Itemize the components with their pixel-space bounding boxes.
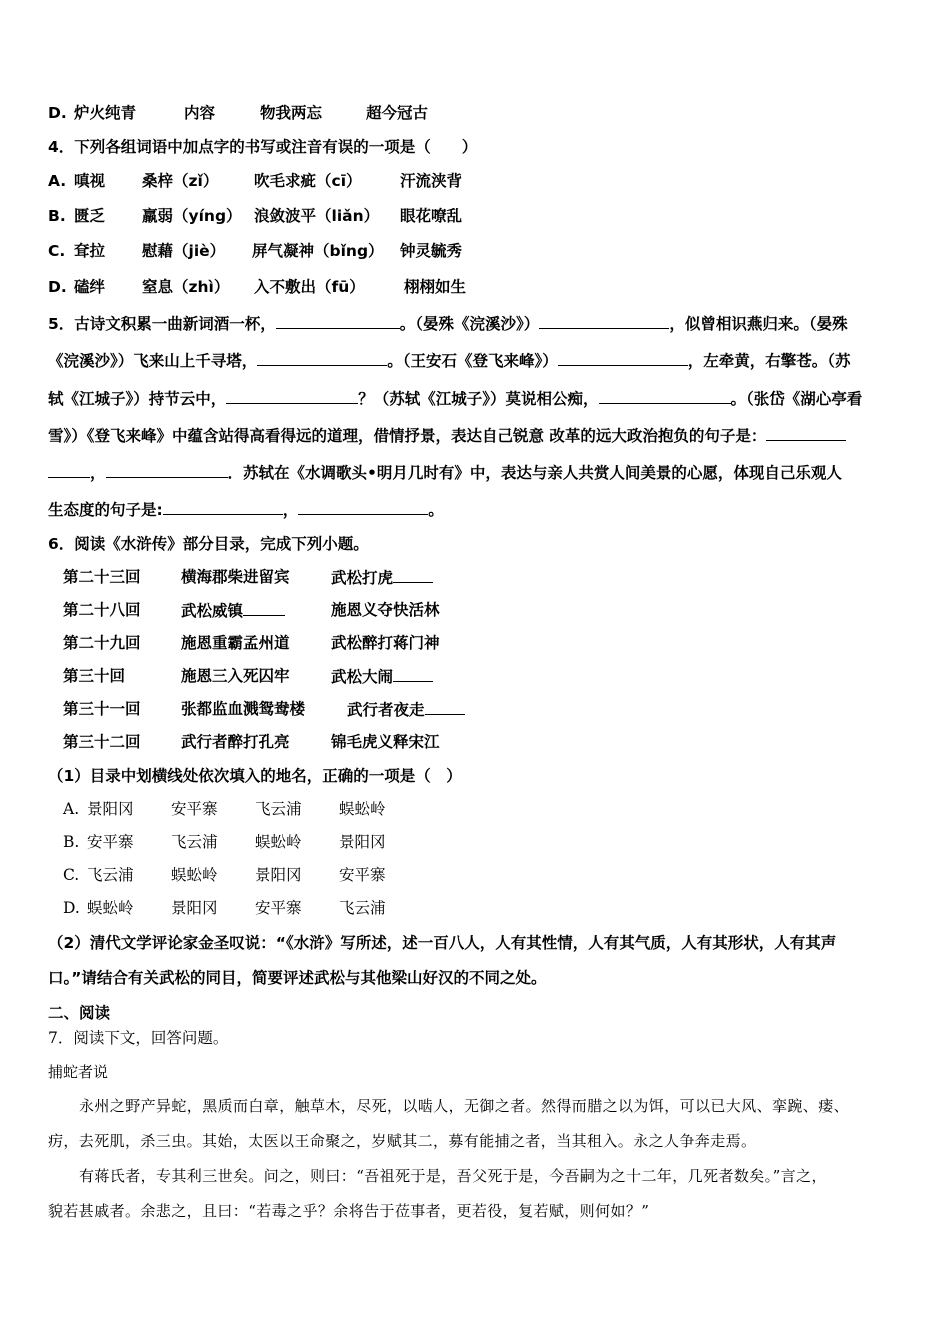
q5-text: 5．古诗文积累一曲新词酒一杯， bbox=[48, 315, 276, 333]
toc-title-b: 武松大闹 bbox=[331, 666, 433, 687]
option-item: 飞云浦 bbox=[339, 899, 386, 917]
toc-number: 第三十二回 bbox=[63, 733, 141, 751]
toc-title-b: 武行者夜走 bbox=[347, 699, 465, 720]
option-item: 磕绊 bbox=[74, 278, 106, 296]
option-item: 炉火纯青 bbox=[74, 104, 137, 122]
option-item: 嗔视 bbox=[74, 172, 106, 190]
passage-title: 捕蛇者说 bbox=[48, 1063, 109, 1081]
option-item: 景阳冈 bbox=[339, 833, 386, 851]
answer-blank[interactable] bbox=[393, 567, 433, 583]
option-item: 窒息（zhì） bbox=[142, 278, 230, 296]
option-item: 钟灵毓秀 bbox=[400, 242, 463, 260]
q6-sub2-line-2: 口。”请结合有关武松的同目，简要评述武松与其他梁山好汉的不同之处。 bbox=[48, 969, 547, 987]
toc-title-a: 张都监血溅鸳鸯楼 bbox=[181, 700, 306, 718]
toc-title-b: 施恩义夺快活林 bbox=[331, 601, 440, 619]
answer-blank[interactable] bbox=[243, 600, 285, 616]
option-item: 蜈蚣岭 bbox=[255, 833, 302, 851]
q5-text: ， bbox=[90, 464, 106, 482]
toc-number: 第三十一回 bbox=[63, 700, 141, 718]
option-letter: A. bbox=[48, 172, 67, 190]
option-item: 物我两忘 bbox=[260, 104, 323, 122]
q5-text: 雪》）《登飞来峰》中蕴含站得高看得远的道理，借情抒景，表达自己锐意 改革的远大政治抱负的句子是： bbox=[48, 427, 767, 445]
option-item: 羸弱（yíng） bbox=[142, 207, 242, 225]
toc-number: 第三十回 bbox=[63, 667, 126, 685]
option-item: 蜈蚣岭 bbox=[339, 800, 386, 818]
option-letter: A. bbox=[63, 800, 80, 818]
toc-title-a: 施恩三入死囚牢 bbox=[181, 667, 290, 685]
answer-blank[interactable] bbox=[257, 350, 387, 366]
option-item: 飞云浦 bbox=[87, 866, 134, 884]
toc-title-a: 横海郡柴进留宾 bbox=[181, 568, 290, 586]
option-letter: D. bbox=[63, 899, 80, 917]
q5-text: 轼《江城子》）持节云中， bbox=[48, 390, 227, 408]
option-item: 眼花嘹乱 bbox=[400, 207, 463, 225]
option-item: 安平寨 bbox=[171, 800, 218, 818]
option-item: 安平寨 bbox=[87, 833, 134, 851]
answer-blank[interactable] bbox=[106, 462, 228, 478]
passage-p2-line-2: 貌若甚戚者。余悲之，且曰：“若毒之乎？余将告于莅事者，更若役，复若赋，则何如？” bbox=[48, 1202, 650, 1220]
option-item: 慰藉（jiè） bbox=[142, 242, 226, 260]
q5-line-1 bbox=[48, 313, 848, 334]
option-item: 安平寨 bbox=[339, 866, 386, 884]
option-item: 桑梓（zǐ） bbox=[142, 172, 219, 190]
q6-sub1-stem: （1）目录中划横线处依次填入的地名，正确的一项是（ ） bbox=[48, 767, 462, 785]
section-heading: 二、阅读 bbox=[48, 1004, 111, 1022]
option-item: 吹毛求疵（cī） bbox=[254, 172, 362, 190]
answer-blank[interactable] bbox=[539, 313, 669, 329]
option-item: 超今冠古 bbox=[366, 104, 429, 122]
answer-blank[interactable] bbox=[48, 462, 90, 478]
q7-stem: 7．阅读下文，回答问题。 bbox=[48, 1029, 229, 1047]
option-item: 耷拉 bbox=[74, 242, 106, 260]
option-item: 匮乏 bbox=[74, 207, 106, 225]
option-item: 屏气凝神（bǐng） bbox=[252, 242, 384, 260]
option-item: 景阳冈 bbox=[171, 899, 218, 917]
option-item: 飞云浦 bbox=[255, 800, 302, 818]
toc-number: 第二十三回 bbox=[63, 568, 141, 586]
toc-title-a: 武松威镇 bbox=[181, 600, 285, 621]
toc-title-b: 锦毛虎义释宋江 bbox=[331, 733, 440, 751]
answer-blank[interactable] bbox=[558, 350, 688, 366]
q5-line-5 bbox=[48, 462, 842, 483]
q5-text: 《浣溪沙》）飞来山上千寻塔， bbox=[48, 352, 258, 370]
q5-text: 生态度的句子是: bbox=[48, 501, 163, 519]
answer-blank[interactable] bbox=[393, 666, 433, 682]
passage-p1-line-2: 疠，去死肌，杀三虫。其始，太医以王命聚之，岁赋其二，募有能捕之者，当其租入。永之人争奔走焉。 bbox=[48, 1132, 757, 1150]
answer-blank[interactable] bbox=[298, 499, 428, 515]
toc-title-b: 武松醉打蒋门神 bbox=[331, 634, 440, 652]
option-item: 蜈蚣岭 bbox=[171, 866, 218, 884]
q5-line-6 bbox=[48, 499, 444, 520]
option-item: 蜈蚣岭 bbox=[87, 899, 134, 917]
option-letter: B. bbox=[48, 207, 66, 225]
option-item: 内容 bbox=[184, 104, 216, 122]
q5-line-4 bbox=[48, 425, 846, 446]
answer-blank[interactable] bbox=[599, 388, 731, 404]
q5-text: ，左牵黄，右擎苍。（苏 bbox=[687, 352, 851, 370]
passage-p1-line-1: 永州之野产异蛇，黑质而白章，触草木，尽死，以啮人，无御之者。然得而腊之以为饵，可以已大风、挛踠、瘘、 bbox=[79, 1097, 850, 1115]
toc-title-b: 武松打虎 bbox=[331, 567, 433, 588]
option-item: 汗流浃背 bbox=[400, 172, 463, 190]
option-item: 浪敛波平（liǎn） bbox=[254, 207, 380, 225]
q5-text: ， bbox=[282, 501, 299, 519]
answer-blank[interactable] bbox=[226, 388, 358, 404]
option-item: 安平寨 bbox=[255, 899, 302, 917]
option-letter: D. bbox=[48, 278, 67, 296]
answer-blank[interactable] bbox=[425, 699, 465, 715]
passage-p2-line-1: 有蒋氏者，专其利三世矣。问之，则曰：“吾祖死于是，吾父死于是，今吾嗣为之十二年，几死者数矣。”言之， bbox=[79, 1167, 827, 1185]
answer-blank[interactable] bbox=[276, 313, 400, 329]
answer-blank[interactable] bbox=[766, 425, 846, 441]
toc-number: 第二十八回 bbox=[63, 601, 141, 619]
option-letter: C. bbox=[63, 866, 80, 884]
option-item: 景阳冈 bbox=[255, 866, 302, 884]
q5-line-2 bbox=[48, 350, 851, 371]
q5-text: 。（晏殊《浣溪沙》） bbox=[399, 315, 540, 333]
toc-number: 第二十九回 bbox=[63, 634, 141, 652]
option-item: 栩栩如生 bbox=[404, 278, 467, 296]
q5-text: 。 bbox=[428, 501, 444, 519]
q5-text: ．苏轼在《水调歌头•明月几时有》中，表达与亲人共赏人间美景的心愿，体现自己乐观人 bbox=[227, 464, 842, 482]
q6-sub2-line-1: （2）清代文学评论家金圣叹说：“《水浒》写所述，述一百八人，人有其性情，人有其气质，人有其形状，人有其声 bbox=[48, 934, 837, 952]
q5-text: 。（张岱《湖心亭看 bbox=[730, 390, 863, 408]
q4-stem: 4．下列各组词语中加点字的书写或注音有误的一项是（ ） bbox=[48, 138, 478, 156]
option-item: 飞云浦 bbox=[171, 833, 218, 851]
toc-title-a: 施恩重霸孟州道 bbox=[181, 634, 290, 652]
q5-text: ？（苏轼《江城子》）莫说相公痴， bbox=[358, 390, 599, 408]
q5-text: 。（王安石《登飞来峰》） bbox=[387, 352, 558, 370]
q6-stem: 6．阅读《水浒传》部分目录，完成下列小题。 bbox=[48, 535, 369, 553]
option-item: 景阳冈 bbox=[87, 800, 134, 818]
option-item: 入不敷出（fū） bbox=[254, 278, 365, 296]
toc-title-a: 武行者醉打孔亮 bbox=[181, 733, 290, 751]
q5-text: ，似曾相识燕归来。（晏殊 bbox=[669, 315, 848, 333]
option-letter: D. bbox=[48, 104, 67, 122]
answer-blank[interactable] bbox=[163, 499, 283, 515]
q5-line-3 bbox=[48, 388, 862, 409]
option-letter: C. bbox=[48, 242, 66, 260]
option-letter: B. bbox=[63, 833, 80, 851]
